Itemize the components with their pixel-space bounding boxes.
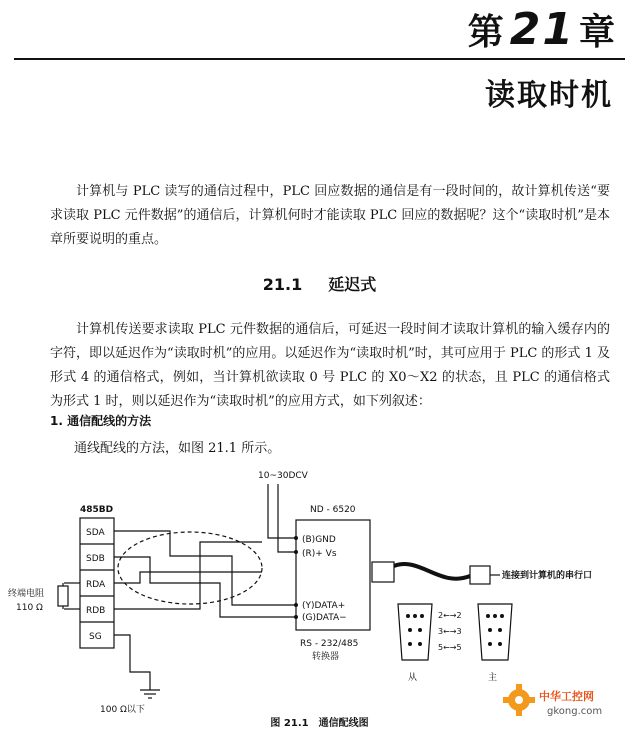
title-rule xyxy=(14,58,625,60)
watermark-name: 中华工控网 xyxy=(539,690,594,703)
converter-name: RS - 232/485 xyxy=(300,639,359,649)
db9-pc-plug xyxy=(470,566,490,584)
section-paragraph: 计算机传送要求读取 PLC 元件数据的通信后，可延迟一段时间才读取计算机的输入缓存内的字符，即以延迟作为“读取时机”的应用。以延迟作为“读取时机”时，其可应用于 PLC 的形式 1 及形式 4 的通信格式，例如，当计算机欲读取 0 号 PLC 的 X0～X2 的状态，且 PLC 的通信格式为形式 1 时，则以延迟作为“读取时机”的应用方式，如下列叙述： xyxy=(50,322,610,409)
terminal-label: RDA xyxy=(86,580,106,590)
converter-port: (Y)DATA+ xyxy=(302,601,346,611)
wire-power-gnd xyxy=(268,484,296,538)
subsection-heading: 1. 通信配线的方法 xyxy=(50,414,152,428)
ground-label: 100 Ω以下 xyxy=(100,705,145,715)
wire-rda xyxy=(114,572,262,583)
shield-cable xyxy=(118,532,262,604)
pin-map: 3←→3 xyxy=(438,627,462,636)
pin-map: 2←→2 xyxy=(438,611,462,620)
terminal-label: RDB xyxy=(86,606,106,616)
converter-model: ND - 6520 xyxy=(310,505,356,515)
gkong-watermark xyxy=(499,678,627,722)
terminal-label: SDA xyxy=(86,528,105,538)
section-title: 延迟式 xyxy=(328,275,377,294)
chapter-title xyxy=(468,4,617,55)
watermark-url: gkong.com xyxy=(547,706,603,717)
chapter-number: 21 xyxy=(509,4,575,55)
converter-port: (B)GND xyxy=(302,535,336,545)
board-label: 485BD xyxy=(80,505,114,515)
terminal-label: SG xyxy=(89,632,102,642)
master-label: 主 xyxy=(488,673,498,683)
wire-sg xyxy=(114,635,150,690)
wire-rdb xyxy=(114,542,262,609)
figure-caption: 图 21.1 通信配线图 xyxy=(270,718,369,729)
db9-plug xyxy=(372,562,394,582)
terminator-value: 110 Ω xyxy=(16,603,43,613)
chapter-prefix: 第 xyxy=(467,12,506,53)
pc-label: 连接到计算机的串行口 xyxy=(502,571,593,581)
chapter-suffix: 章 xyxy=(578,12,617,53)
master-connector xyxy=(478,604,512,660)
section-number: 21.1 xyxy=(262,275,303,294)
section-heading xyxy=(0,272,639,295)
chapter-subtitle: 读取时机 xyxy=(485,78,613,113)
subsection-paragraph: 通线配线的方法，如图 21.1 所示。 xyxy=(74,441,281,456)
wire-sdb xyxy=(114,557,296,617)
converter-name: 转换器 xyxy=(312,652,340,662)
gear-icon xyxy=(503,684,535,716)
pin-map: 5←→5 xyxy=(438,643,462,652)
converter-port: (G)DATA− xyxy=(302,613,347,623)
slave-label: 从 xyxy=(408,673,418,683)
intro-paragraph: 计算机与 PLC 读写的通信过程中，PLC 回应数据的通信是有一段时间的，故计算机传送“要求读取 PLC 元件数据”的通信后，计算机何时才能读取 PLC 回应的数据呢？这个“读取时机”是本章所要说明的重点。 xyxy=(50,184,610,247)
wire-power-vs xyxy=(278,484,296,552)
terminal-label: SDB xyxy=(86,554,105,564)
power-label: 10~30DCV xyxy=(258,471,308,481)
terminator-resistor xyxy=(58,586,68,606)
converter-port: (R)+ Vs xyxy=(302,549,337,559)
slave-connector xyxy=(398,604,432,660)
terminator-label: 终端电阻 xyxy=(8,589,45,599)
